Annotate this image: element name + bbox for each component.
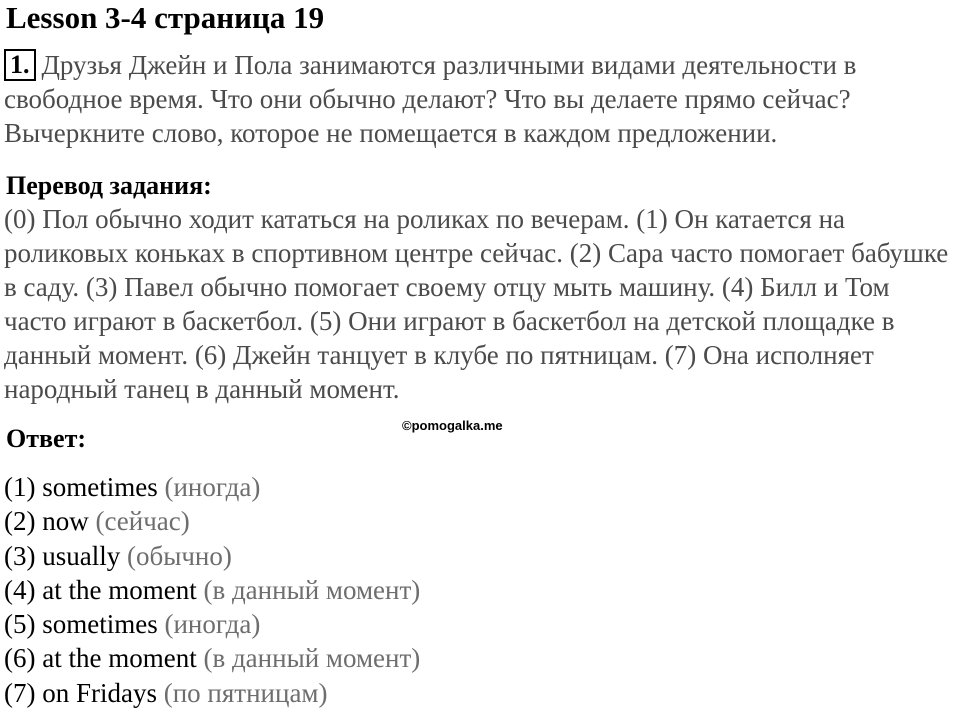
answer-english: (5) sometimes [4,609,158,640]
answer-item [4,539,420,573]
answer-russian: (обычно) [126,540,232,571]
answer-list [4,470,420,710]
answer-item [4,641,420,675]
answer-item [4,573,420,607]
answer-english: (3) usually [4,540,121,571]
task-text: Друзья Джейн и Пола занимаются различными видами деятельности в свободное время. Что они обычно делают? Что вы делаете прямо сейчас? Вычеркните слово, которое не помещается в каждом предложении. [4,50,857,148]
answer-russian: (иногда) [164,609,261,640]
translation-heading: Перевод задания: [6,171,212,200]
answer-item [4,504,420,538]
answer-heading: Ответ: [6,424,87,453]
answer-english: (7) on Fridays [4,677,157,708]
answer-russian: (в данный момент) [203,574,421,605]
answer-english: (6) at the moment [4,643,197,674]
translation-text: (0) Пол обычно ходит кататься на роликах по вечерам. (1) Он катается на роликовых коньках в спортивном центре сейчас. (2) Сара часто помогает бабушке в саду. (3) Павел обычно помогает своему отцу мыть машину. (4) Билл и Том часто играют в баскетбол. (5) Они играют в баскетбол на детской площадке в данный момент. (6) Джейн танцует в клубе по пятницам. (7) Она исполняет народный танец в данный момент. [4,204,949,404]
answer-russian: (в данный момент) [203,643,421,674]
answer-russian: (иногда) [164,472,261,502]
answer-russian: (сейчас) [95,506,190,537]
answer-russian: (по пятницам) [163,677,328,708]
answer-english: (2) now [4,506,89,537]
task-number-badge: 1. [4,49,36,81]
answer-item [4,676,420,710]
answer-item [4,470,420,504]
page-title: Lesson 3-4 страница 19 [6,0,325,35]
answer-item [4,607,420,641]
watermark: ©pomogalka.me [402,418,503,433]
task-block [4,48,956,150]
answer-english: (4) at the moment [4,574,197,605]
answer-english: (1) sometimes [4,472,158,502]
